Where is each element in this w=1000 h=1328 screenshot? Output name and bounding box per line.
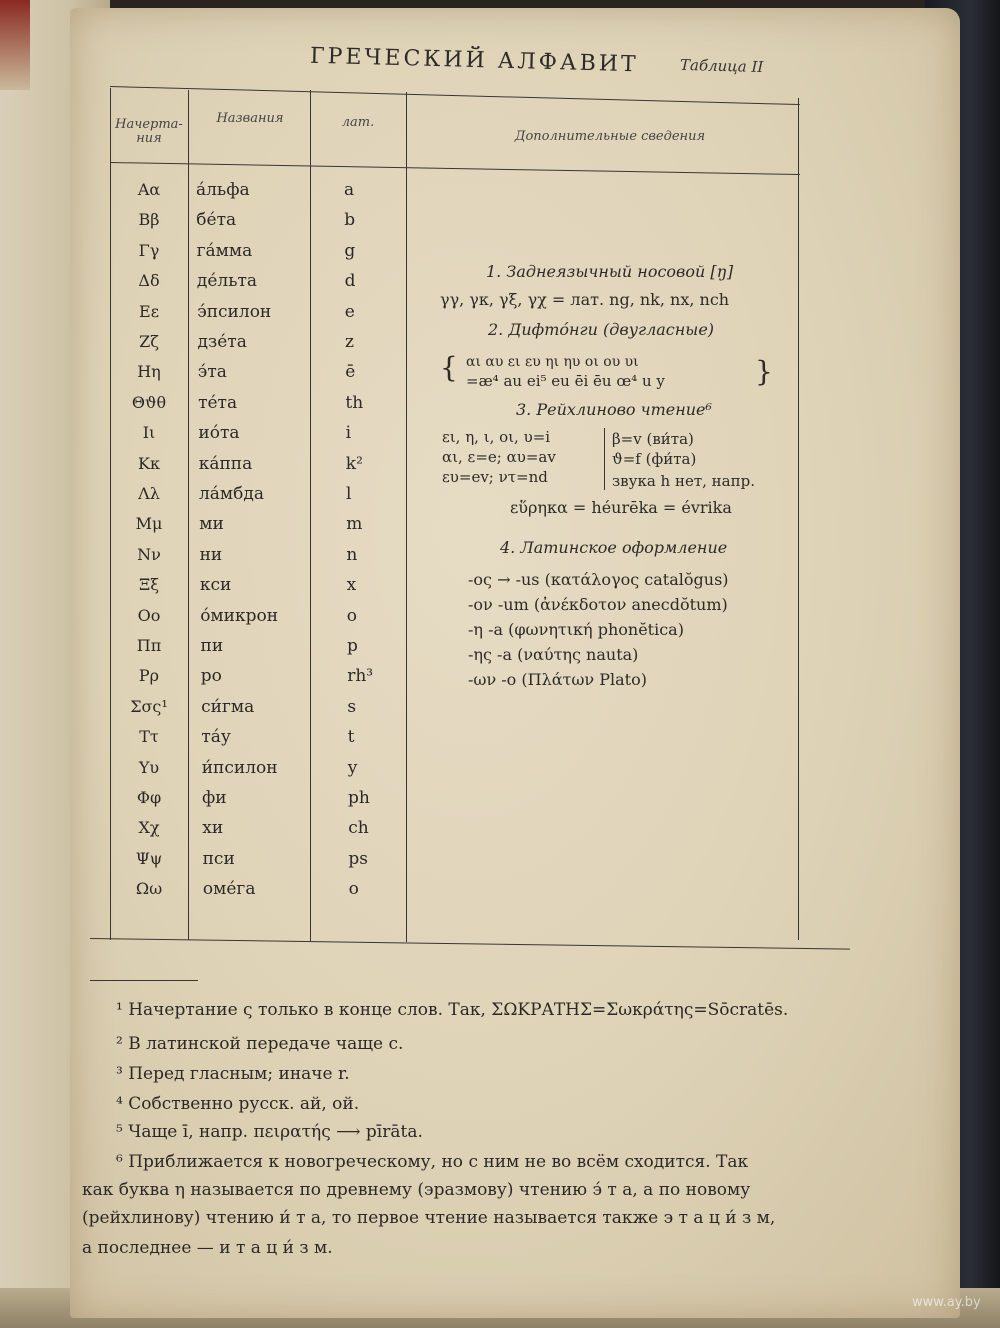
column-header-name: Названия — [216, 111, 284, 126]
latin-form-row: -ος → -us (κατάλογος catalŏgus) — [468, 570, 729, 589]
column-divider — [406, 92, 407, 942]
letter-name: и́псилон — [201, 757, 278, 778]
letter-latin: s — [347, 696, 357, 717]
letter-glyph: Ξξ — [138, 575, 160, 595]
letter-glyph: Εε — [139, 301, 159, 321]
info-section-1-text: γγ, γκ, γξ, γχ = лат. ng, nk, nx, nch — [440, 290, 730, 309]
letter-glyph: Ιι — [142, 423, 156, 443]
letter-latin: i — [345, 423, 352, 444]
right-brace: } — [755, 355, 773, 388]
letter-name: та́у — [201, 727, 231, 748]
info-reuchlin-line2-right: ϑ=f (фи́та) — [612, 450, 697, 468]
letter-name: э́псилон — [197, 301, 272, 322]
info-reuchlin-line3-right: звука h нет, напр. — [612, 472, 755, 490]
letter-name: ми — [199, 514, 224, 535]
table-right-border — [798, 98, 799, 940]
page-title: ГРЕЧЕСКИЙ АЛФАВИТ — [309, 43, 639, 78]
letter-glyph: Μμ — [135, 514, 163, 534]
letter-latin: t — [347, 727, 355, 748]
info-divider — [604, 428, 605, 490]
column-header-info: Дополнительные сведения — [514, 129, 706, 144]
info-reuchlin-line2-left: αι, ε=e; αυ=av — [442, 448, 556, 466]
letter-name: дзе́та — [197, 332, 247, 352]
latin-form-row: -η -a (φωνητική phonĕtica) — [468, 620, 684, 639]
footnote-line: ⁵ Чаще ī, напр. πειρατής ⟶ pīrāta. — [116, 1122, 423, 1142]
footnote-line: а последнее — и т а ц и́ з м. — [82, 1238, 333, 1258]
letter-glyph: Ηη — [137, 362, 161, 382]
letter-glyph: Χχ — [138, 818, 160, 838]
footnote-line: ³ Перед гласным; иначе r. — [116, 1064, 350, 1084]
letter-latin: l — [346, 484, 352, 504]
column-header-glyph-line1: Начерта- — [115, 117, 183, 132]
letter-latin: x — [346, 575, 357, 596]
letter-name: ка́ппа — [198, 453, 253, 474]
letter-name: бе́та — [196, 210, 237, 231]
letter-name: оме́га — [202, 879, 256, 900]
letter-glyph: Δδ — [138, 271, 160, 291]
latin-form-row: -ων -o (Πλάτων Plato) — [468, 670, 647, 689]
letter-glyph: Ψψ — [135, 848, 163, 868]
letter-name: о́микрон — [200, 605, 279, 626]
letter-name: пи — [200, 636, 224, 656]
info-reuchlin-line3-left: ευ=ev; ντ=nd — [442, 468, 548, 486]
letter-glyph: Ββ — [138, 210, 160, 230]
letter-name: ио́та — [198, 423, 240, 444]
table-left-border — [110, 88, 111, 940]
letter-latin: g — [344, 240, 356, 261]
book-edge — [0, 0, 30, 90]
letter-latin: b — [344, 210, 356, 231]
footnote-rule — [90, 980, 198, 981]
letter-latin: o — [346, 605, 358, 626]
latin-form-row: -ης -a (ναύτης nauta) — [468, 645, 639, 664]
column-divider — [310, 90, 311, 942]
letter-glyph: Ζζ — [139, 332, 159, 351]
letter-glyph: Υυ — [138, 757, 160, 777]
letter-latin: ph — [348, 788, 370, 808]
table-label: Таблица II — [679, 55, 764, 77]
letter-glyph: Αα — [137, 180, 161, 199]
letter-latin: e — [344, 301, 355, 322]
letter-glyph: Γγ — [138, 240, 160, 260]
info-diphthongs-latin: =æ⁴ au ei⁵ eu ēi ēu œ⁴ u y — [466, 372, 665, 390]
info-section-3-heading: 3. Рейхлиново чтение⁶ — [516, 400, 712, 419]
column-header-glyph — [112, 118, 186, 146]
letter-name: пси — [202, 848, 235, 869]
footnote-line: ⁶ Приближается к новогреческому, но с ним не во всём сходится. Так — [116, 1152, 749, 1172]
left-brace: { — [440, 351, 458, 384]
latin-form-row: -ον -um (ἀνέκδοτον anecdŏtum) — [468, 595, 728, 614]
letter-name: ла́мбда — [199, 484, 264, 504]
letter-latin: n — [346, 544, 358, 565]
letter-latin: o — [348, 879, 359, 900]
letter-glyph: Σσς¹ — [130, 696, 168, 716]
letter-name: а́льфа — [196, 180, 250, 200]
letter-latin: m — [346, 514, 363, 535]
info-section-2-heading: 2. Дифто́нги (двугласные) — [488, 320, 715, 339]
letter-latin: d — [344, 271, 356, 292]
column-divider — [188, 90, 189, 940]
letter-name: си́гма — [201, 696, 255, 717]
footnote-line: ² В латинской передаче чаще c. — [116, 1034, 404, 1054]
letter-name: га́мма — [196, 240, 253, 261]
letter-name: де́льта — [196, 271, 258, 292]
column-header-lat: лат. — [341, 115, 375, 130]
letter-name: хи — [202, 818, 224, 839]
letter-name: фи — [202, 788, 227, 808]
letter-name: те́та — [198, 392, 238, 413]
letter-latin: rh³ — [347, 666, 374, 687]
letter-glyph: Ττ — [139, 727, 159, 747]
letter-latin: y — [347, 757, 358, 778]
letter-latin: k² — [345, 453, 363, 474]
letter-name: э́та — [197, 362, 227, 383]
letter-glyph: Φφ — [136, 788, 162, 807]
letter-glyph: Ρρ — [138, 666, 160, 686]
letter-name: ни — [199, 544, 223, 565]
letter-glyph: Ππ — [136, 636, 162, 655]
letter-latin: ps — [348, 848, 368, 869]
letter-glyph: Οο — [137, 605, 161, 625]
watermark: www.ay.by — [912, 1295, 981, 1310]
info-reuchlin-line1-right: β=v (ви́та) — [612, 430, 694, 448]
footnote-line: (рейхлинову) чтению и́ т а, то первое чтение называется также э т а ц и́ з м, — [82, 1208, 776, 1228]
footnote-line: ⁴ Собственно русск. ай, ой. — [116, 1094, 360, 1114]
footnote-line: как буква η называется по древнему (эразмову) чтению э́ т а, а по новому — [82, 1180, 751, 1200]
letter-latin: p — [347, 636, 358, 656]
column-header-glyph-line2: ния — [136, 131, 162, 146]
info-diphthongs-greek: αι αυ ει ευ ηι ηυ οι ου υι — [466, 354, 639, 370]
letter-latin: a — [344, 180, 355, 200]
letter-name: кси — [199, 575, 232, 596]
letter-glyph: Κκ — [138, 453, 160, 473]
letter-latin: z — [345, 332, 354, 352]
info-section-4-heading: 4. Латинское оформление — [500, 538, 728, 557]
letter-latin: ch — [348, 818, 369, 839]
footnote-line: ¹ Начертание ς только в конце слов. Так, ΣΩΚΡΑΤΗΣ=Σωκράτης=Sōcratēs. — [116, 1000, 789, 1020]
info-section-1-heading: 1. Заднеязычный носовой [ŋ] — [486, 262, 734, 281]
letter-glyph: Νν — [137, 544, 161, 564]
info-reuchlin-example: εὕρηκα = héurēka = évrika — [510, 498, 732, 517]
letter-glyph: Λλ — [138, 484, 160, 503]
letter-latin: ē — [345, 362, 356, 383]
info-reuchlin-line1-left: ει, η, ι, οι, υ=i — [442, 428, 551, 446]
letter-latin: th — [345, 392, 364, 413]
letter-glyph: Θϑθ — [131, 392, 167, 412]
letter-glyph: Ωω — [135, 879, 163, 899]
letter-name: ро — [200, 666, 222, 687]
